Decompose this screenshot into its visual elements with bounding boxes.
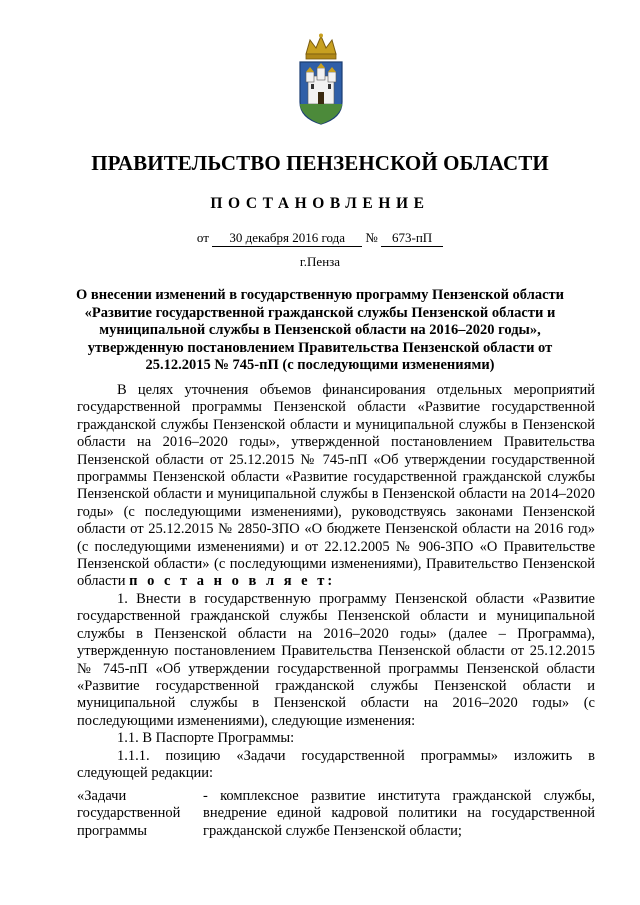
resolves-word: п о с т а н о в л я е т:	[129, 573, 336, 590]
paragraph-1-1-1: 1.1.1. позицию «Задачи государственной программы» изложить в следующей редакции:	[77, 747, 595, 781]
table-value-cell: - комплексное развитие института гражданской службы, внедрение единой кадровой политики на государственной гражданской службе Пензенской области;	[203, 788, 595, 839]
paragraph-1-1: 1.1. В Паспорте Программы:	[117, 730, 295, 747]
document-body	[77, 382, 595, 782]
number-prefix: №	[365, 230, 378, 245]
document-number: 673-пП	[381, 230, 443, 247]
preamble-text: В целях уточнения объемов финансирования отдельных мероприятий государственной программы Пензенской области «Развитие государственной гражданской службы Пензенской области и муниципальной службы в Пензенской области на 2016–2020 годы», утвержденной постановлением Правительства Пензенской области от 25.12.2015 № 745-пП «Об утверждении государственной программы Пензенской области «Развитие государственной гражданской службы Пензенской области и муниципальной службы в Пензенской области на 2014–2020 годы» (с последующими изменениями), руководствуясь законами Пензенской области от 25.12.2015 № 2850-ЗПО «О бюджете Пензенской области на 2016 год» (с последующими изменениями) и от 22.12.2005 № 906-ЗПО «О Правительстве Пензенской области» (с последующими изменениями), Правительство Пензенской области	[77, 382, 595, 590]
city: г.Пенза	[299, 254, 341, 269]
date-number-line	[0, 230, 640, 247]
document-date: 30 декабря 2016 года	[212, 230, 362, 247]
coat-of-arms-icon	[292, 32, 350, 126]
paragraph-1: 1. Внести в государственную программу Пензенской области «Развитие государственной гражданской службы Пензенской области и муниципальной службы в Пензенской области на 2016–2020 годы» (далее – Программа), утвержденную постановлением Правительства Пензенской области от 25.12.2015 № 745-пП «Об утверждении государственной программы Пензенской области «Развитие государственной гражданской службы Пензенской области и муниципальной службы в Пензенской области на 2016–2020 годы» (с последующими изменениями), следующие изменения:	[77, 590, 595, 729]
table-label-cell: «Задачи государственной программы	[77, 788, 181, 839]
document-type: ПОСТАНОВЛЕНИЕ	[210, 195, 430, 212]
government-title: ПРАВИТЕЛЬСТВО ПЕНЗЕНСКОЙ ОБЛАСТИ	[91, 151, 549, 175]
date-prefix: от	[196, 230, 209, 245]
preamble-paragraph	[77, 382, 595, 591]
document-heading: О внесении изменений в государственную программу Пензенской области «Развитие государственной гражданской службы Пензенской области и муниципальной службы в Пензенской области на 2016–2020 годы», утвержденную постановлением Правительства Пензенской области от 25.12.2015 № 745-пП (с последующими изменениями)	[75, 287, 564, 373]
